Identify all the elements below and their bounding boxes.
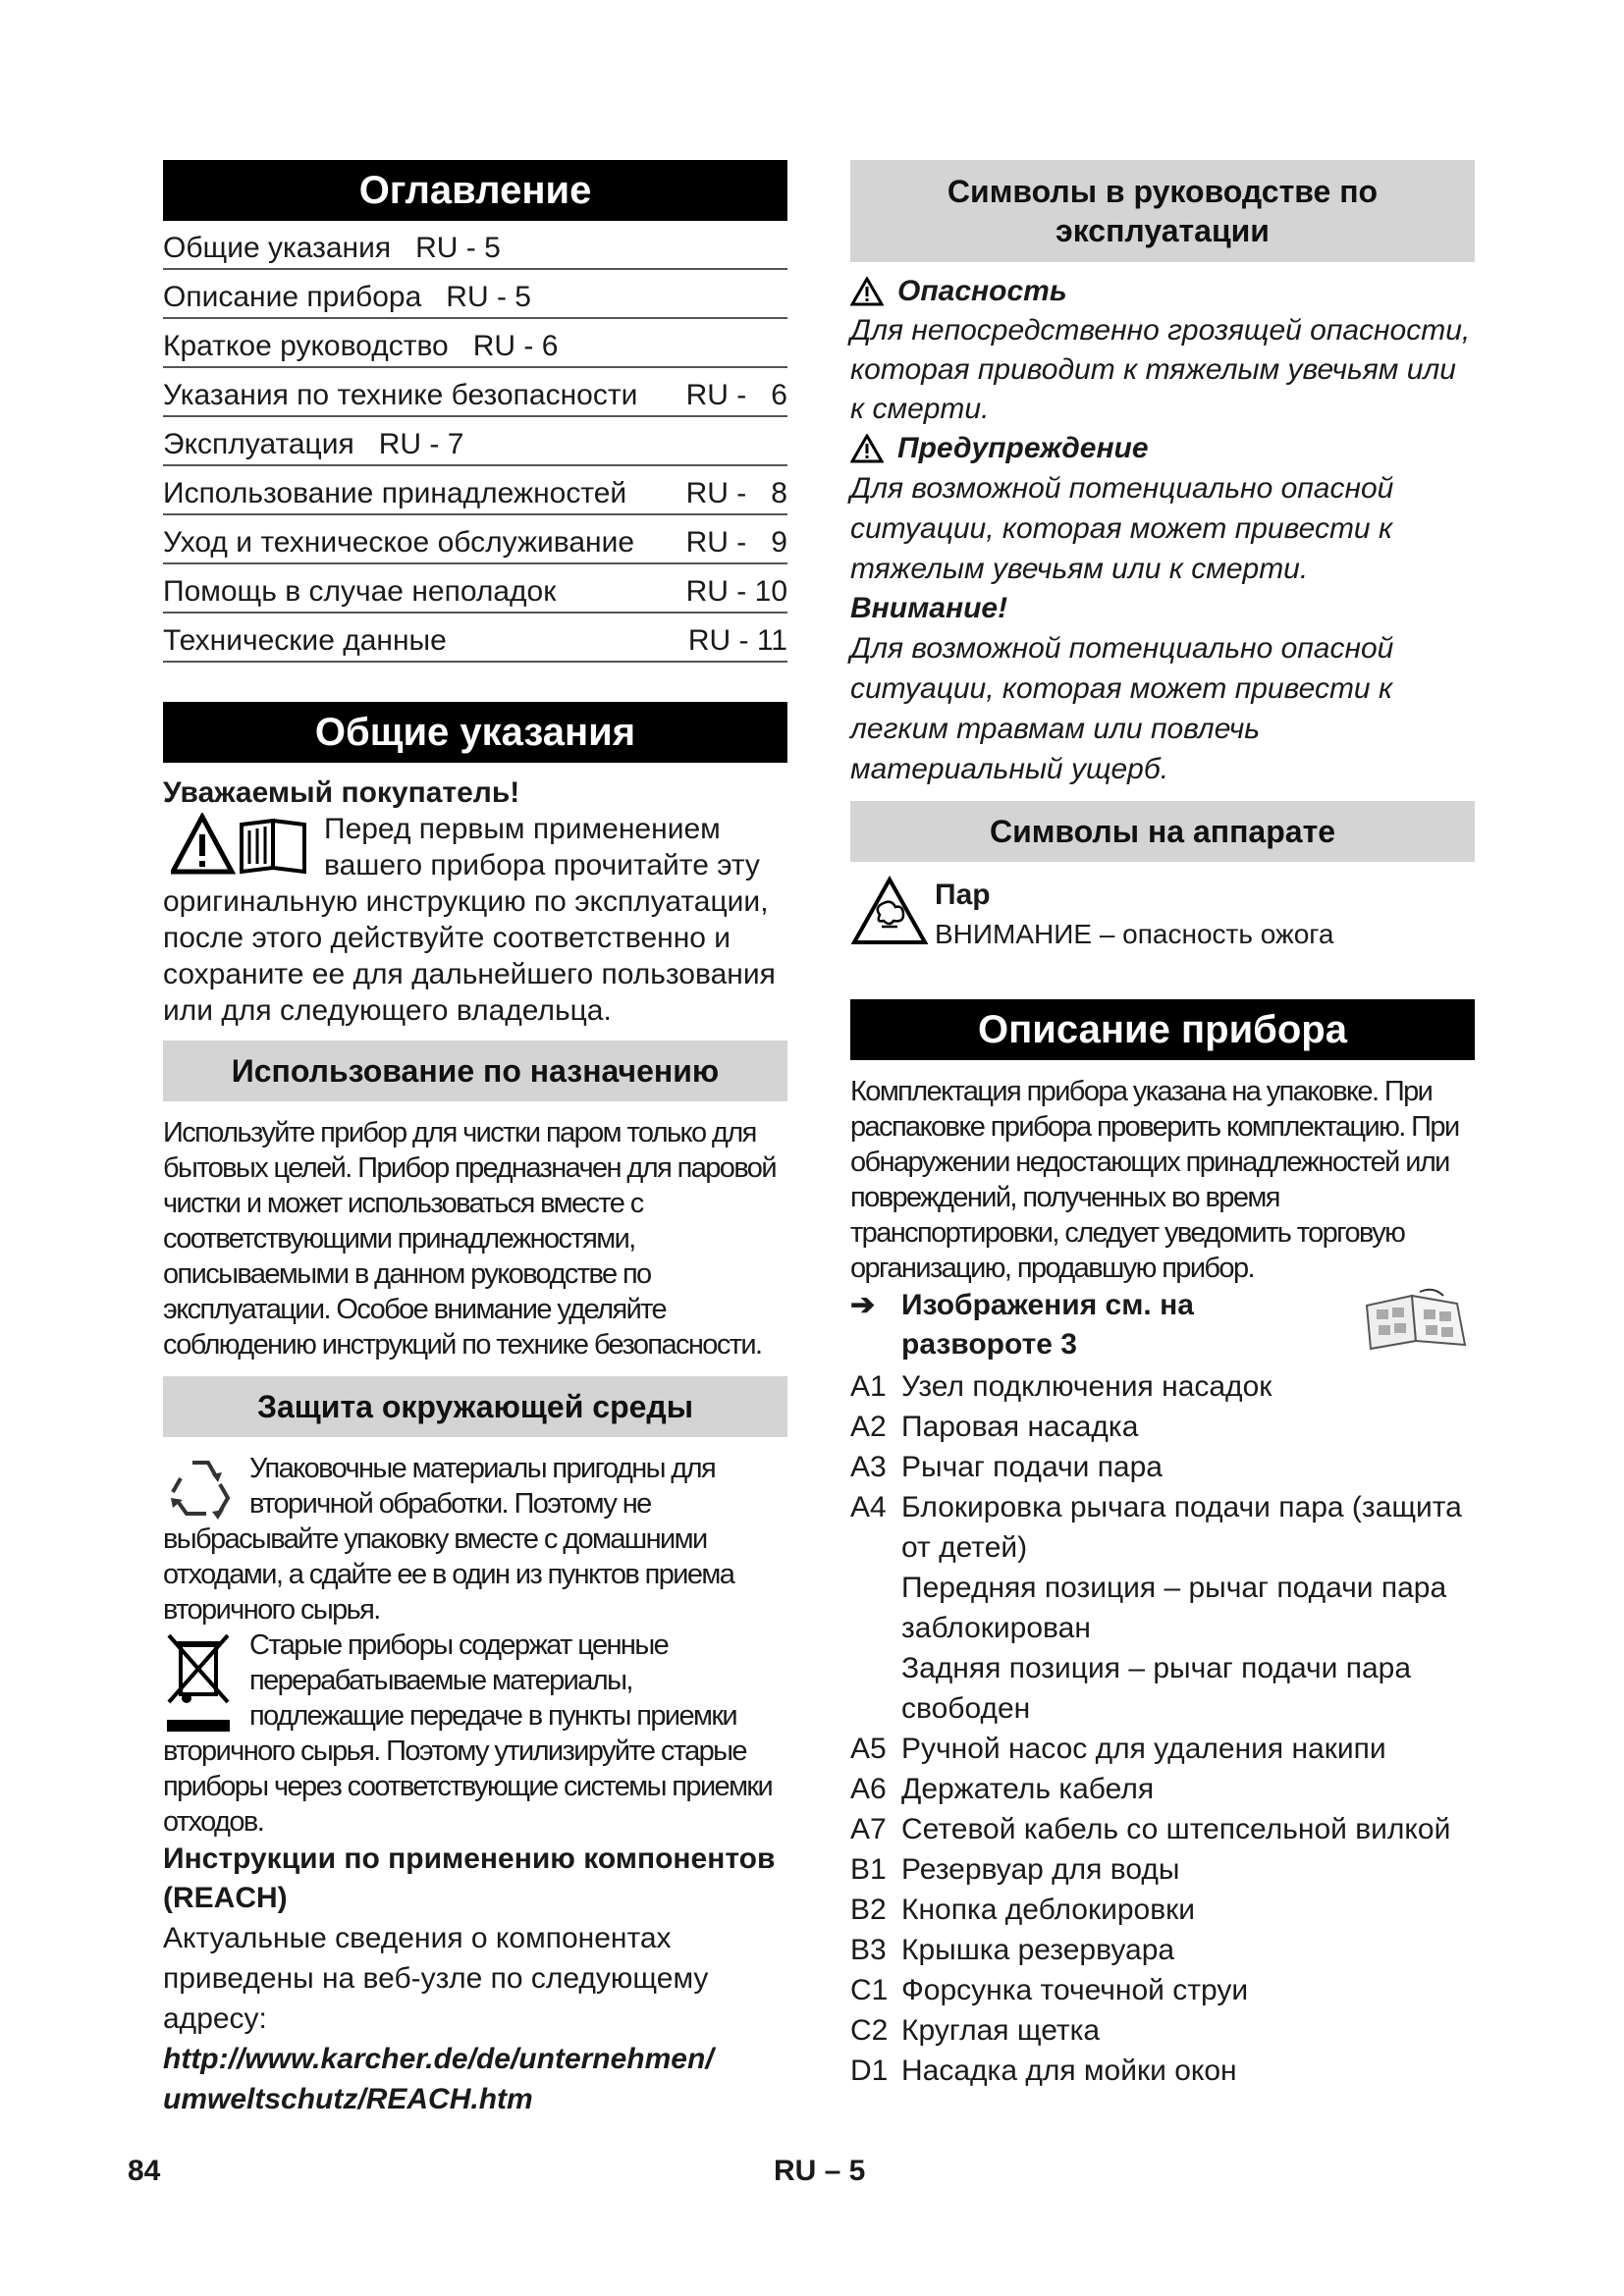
- toc-row[interactable]: Технические данные RU - 11: [163, 614, 787, 663]
- recycling-block: Упаковочные материалы пригодны для вторичной обработки. Поэтому не: [163, 1451, 787, 1522]
- list-item: B1 Резервуар для воды: [850, 1853, 1180, 1886]
- list-item: A3 Рычаг подачи пара: [850, 1451, 1163, 1483]
- packaging-text: выбрасывайте упаковку вместе с домашними отходами, а сдайте ее в один из пунктов приема вторичного сырья.: [163, 1523, 734, 1626]
- steam-hazard-icon: [850, 876, 929, 946]
- open-book-icon: [1361, 1286, 1471, 1353]
- section-page-number: RU – 5: [774, 2155, 866, 2187]
- description-title: Описание прибора: [850, 999, 1475, 1060]
- caution-heading: Внимание!: [850, 592, 1008, 624]
- dear-customer-heading: Уважаемый покупатель!: [163, 776, 520, 809]
- list-item: A7 Сетевой кабель со штепсельной вилкой: [850, 1813, 1451, 1845]
- intended-use-title: Использование по назначению: [163, 1041, 787, 1101]
- warning-text: Для возможной потенциально опасной ситуации, которая может привести к тяжелым увечьям или к смерти.: [850, 472, 1394, 585]
- list-item: A2 Паровая насадка: [850, 1411, 1139, 1443]
- old-devices-block: Старые приборы содержат ценные перерабатываемые материалы, подлежащие передаче в пункты приемки: [163, 1628, 787, 1734]
- list-item: A1 Узел подключения насадок: [850, 1370, 1272, 1403]
- symbols-manual-title: Символы в руководстве по эксплуатации: [850, 160, 1475, 262]
- toc-row[interactable]: Общие указания RU - 5: [163, 221, 787, 270]
- steam-label: Пар: [935, 879, 991, 911]
- list-item: C2 Круглая щетка: [850, 2014, 1101, 2047]
- list-item: B2 Кнопка деблокировки: [850, 1894, 1196, 1926]
- list-subitem: Задняя позиция – рычаг подачи пара свободен: [901, 1652, 1412, 1725]
- read-manual-block: Перед первым применением вашего прибора прочитайте эту: [163, 811, 787, 883]
- reach-heading: Инструкции по применению компонентов (REACH): [163, 1842, 776, 1914]
- danger-text: Для непосредственно грозящей опасности, которая приводит к тяжелым увечьям или к смерти.: [850, 314, 1471, 425]
- list-item: C1 Форсунка точечной струи: [850, 1974, 1249, 2006]
- list-item: A4 Блокировка рычага подачи пара (защита от детей): [850, 1491, 1462, 1564]
- toc-row[interactable]: Использование принадлежностей RU - 8: [163, 466, 787, 515]
- crossed-bin-icon: [163, 1631, 238, 1734]
- general-title: Общие указания: [163, 702, 787, 763]
- intro-text: оригинальную инструкцию по эксплуатации, после этого действуйте соответственно и сохраните ее для дальнейшего пользования или для следующего владельца.: [163, 885, 776, 1027]
- reach-text: Актуальные сведения о компонентах приведены на веб-узле по следующему адресу:: [163, 1922, 709, 2035]
- warning-triangle-icon: [850, 434, 884, 463]
- right-column: [850, 160, 1475, 2091]
- recycling-icon: [163, 1455, 238, 1522]
- see-illustrations: ➔ Изображения см. на развороте 3: [850, 1286, 1475, 1364]
- left-column: [163, 160, 787, 2119]
- intended-use-text: Используйте прибор для чистки паром только для бытовых целей. Прибор предназначен для паровой чистки и может использоваться вместе с соответствующими принадлежностями, описываемыми в данном руководстве по эксплуатации. Особое внимание уделяйте соблюдению инструкций по технике безопасности.: [163, 1117, 776, 1361]
- description-text: Комплектация прибора указана на упаковке. При распаковке прибора проверить комплектацию. При обнаружении недостающих принадлежностей или повреждений, полученных во время транспортировки, следует уведомить торговую организацию, продавшую прибор.: [850, 1076, 1459, 1284]
- warning-heading: Предупреждение: [850, 429, 1475, 468]
- toc-list: [163, 221, 787, 663]
- list-item: D1 Насадка для мойки окон: [850, 2055, 1237, 2087]
- parts-list: [850, 1366, 1475, 2091]
- toc-row[interactable]: Краткое руководство RU - 6: [163, 319, 787, 368]
- caution-text: Для возможной потенциально опасной ситуации, которая может привести к легким травмам или повлечь материальный ущерб.: [850, 632, 1394, 785]
- toc-row[interactable]: Описание прибора RU - 5: [163, 270, 787, 319]
- environment-title: Защита окружающей среды: [163, 1376, 787, 1437]
- toc-row[interactable]: Помощь в случае неполадок RU - 10: [163, 564, 787, 614]
- danger-triangle-icon: [850, 277, 884, 306]
- page-number: 84: [128, 2155, 161, 2187]
- danger-heading: Опасность: [850, 272, 1475, 311]
- toc-row[interactable]: Эксплуатация RU - 7: [163, 417, 787, 466]
- warning-manual-icon: [171, 813, 314, 876]
- reach-link[interactable]: http://www.karcher.de/de/unternehmen/: [163, 2043, 714, 2075]
- toc-row[interactable]: Уход и техническое обслуживание RU - 9: [163, 515, 787, 564]
- arrow-right-icon: ➔: [850, 1289, 876, 1321]
- reach-link-cont[interactable]: umweltschutz/REACH.htm: [163, 2083, 533, 2115]
- list-subitem: Передняя позиция – рычаг подачи пара заблокирован: [901, 1572, 1447, 1644]
- list-item: A5 Ручной насос для удаления накипи: [850, 1733, 1386, 1765]
- toc-title: Оглавление: [163, 160, 787, 221]
- list-item: A6 Держатель кабеля: [850, 1773, 1155, 1805]
- steam-text: ВНИМАНИЕ – опасность ожога: [935, 919, 1334, 949]
- list-item: B3 Крышка резервуара: [850, 1934, 1175, 1966]
- old-devices-text: вторичного сырья. Поэтому утилизируйте старые приборы через соответствующие системы приемки отходов.: [163, 1735, 773, 1838]
- symbols-device-title: Символы на аппарате: [850, 801, 1475, 862]
- toc-row[interactable]: Указания по технике безопасности RU - 6: [163, 368, 787, 417]
- steam-symbol-block: [850, 876, 1475, 954]
